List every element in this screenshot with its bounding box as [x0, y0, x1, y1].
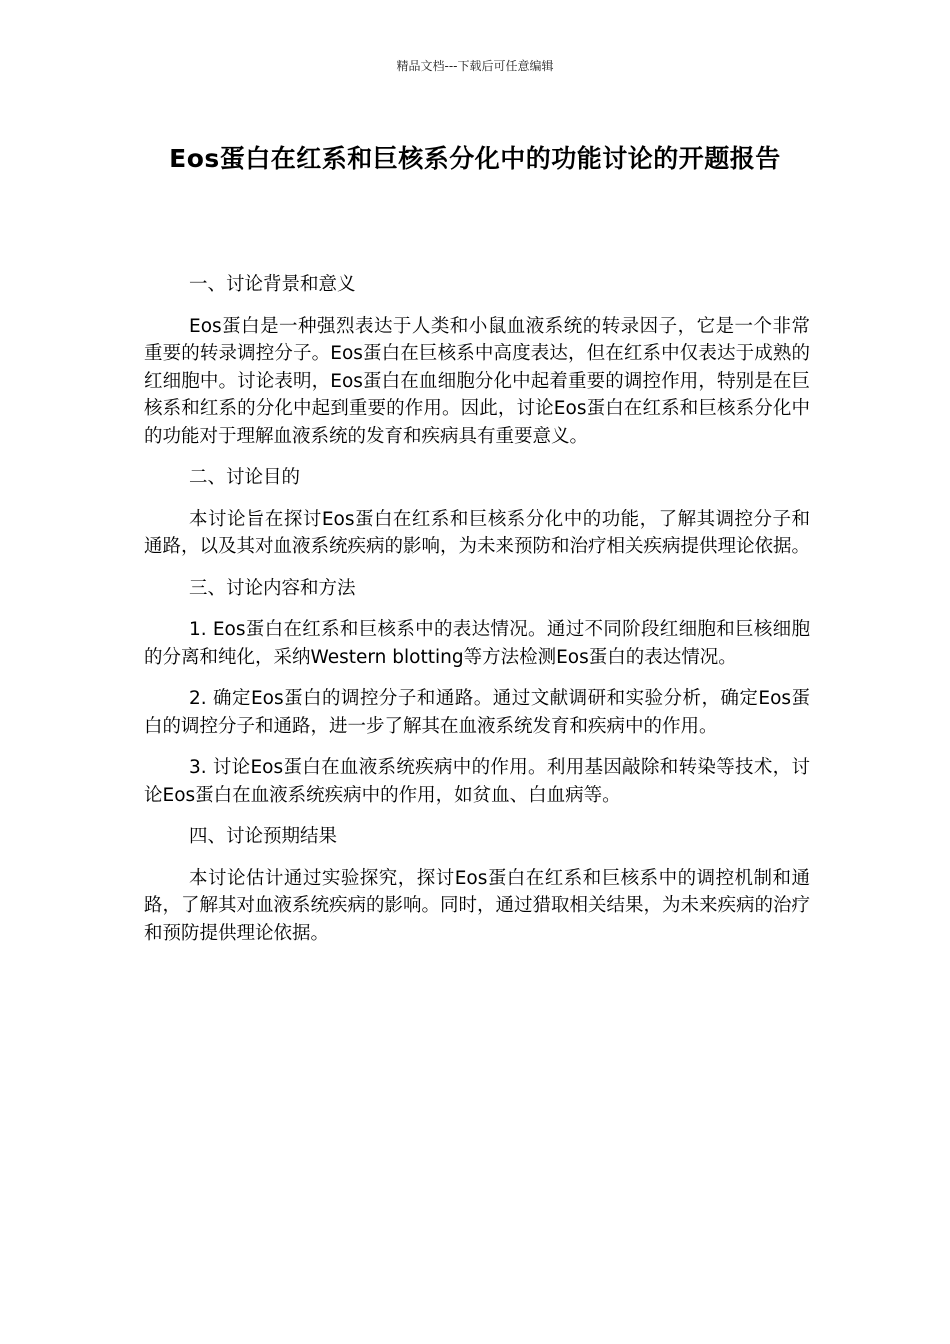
page-header: 精品文档---下载后可任意编辑 — [396, 59, 554, 73]
section-body-background: Eos蛋白是一种强烈表达于人类和小鼠血液系统的转录因子，它是一个非常重要的转录调控分子。Eos蛋白在巨核系中高度表达，但在红系中仅表达于成熟的红细胞中。讨论表明，Eos蛋白在血细胞分化中起着重要的调控作用，特别是在巨核系和红系的分化中起到重要的作用。因此，讨论Eos蛋白在红系和巨核系分化中的功能对于理解血液系统的发育和疾病具有重要意义。 — [144, 315, 810, 447]
methods-item-3: 3. 讨论Eos蛋白在血液系统疾病中的作用。利用基因敲除和转染等技术，讨论Eos蛋白在血液系统疾病中的作用，如贫血、白血病等。 — [144, 757, 810, 806]
document-body — [144, 271, 810, 961]
section-body-purpose: 本讨论旨在探讨Eos蛋白在红系和巨核系分化中的功能，了解其调控分子和通路，以及其对血液系统疾病的影响，为未来预防和治疗相关疾病提供理论依据。 — [144, 508, 811, 557]
section-body-expected-results: 本讨论估计通过实验探究，探讨Eos蛋白在红系和巨核系中的调控机制和通路，了解其对血液系统疾病的影响。同时，通过猎取相关结果，为未来疾病的治疗和预防提供理论依据。 — [144, 867, 811, 944]
section-heading-methods: 三、讨论内容和方法 — [189, 577, 356, 599]
section-heading-expected-results: 四、讨论预期结果 — [189, 826, 338, 847]
methods-item-2: 2. 确定Eos蛋白的调控分子和通路。通过文献调研和实验分析，确定Eos蛋白的调控分子和通路，进一步了解其在血液系统发育和疾病中的作用。 — [144, 688, 810, 737]
document-title: Eos蛋白在红系和巨核系分化中的功能讨论的开题报告 — [169, 144, 781, 173]
section-heading-background: 一、讨论背景和意义 — [189, 274, 356, 295]
section-heading-purpose: 二、讨论目的 — [189, 467, 301, 488]
methods-item-1: 1. Eos蛋白在红系和巨核系中的表达情况。通过不同阶段红细胞和巨核细胞的分离和纯化，采纳Western blotting等方法检测Eos蛋白的表达情况。 — [144, 619, 810, 668]
